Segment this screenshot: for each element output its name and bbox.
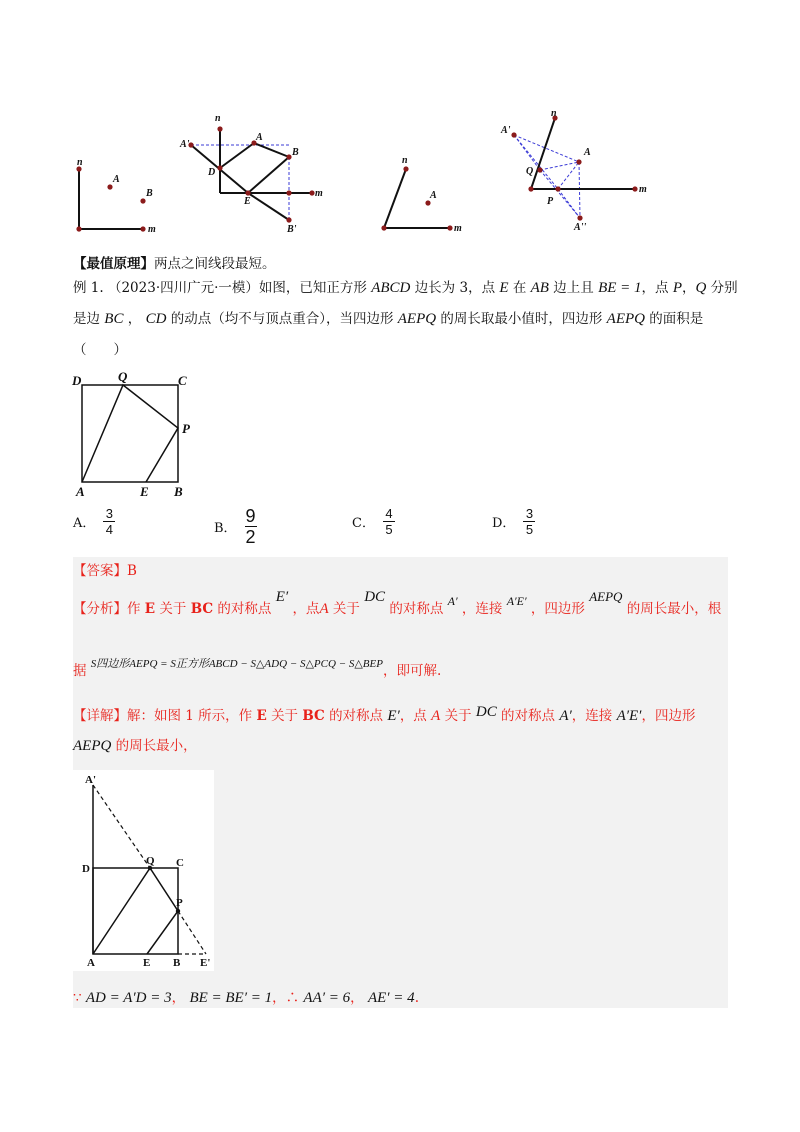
label-b: B bbox=[146, 188, 153, 199]
therefore-symbol: ，∴ bbox=[272, 990, 300, 1006]
denominator: 4 bbox=[105, 522, 113, 537]
option-label: B． bbox=[214, 521, 237, 536]
option-fraction bbox=[523, 506, 535, 537]
point-p: P bbox=[672, 280, 682, 296]
label-n: n bbox=[77, 157, 83, 168]
label-b: B bbox=[292, 147, 299, 158]
example-text: 是边 bbox=[73, 311, 100, 327]
example-text: ， bbox=[681, 280, 696, 296]
answer-blank: （ ） bbox=[73, 342, 127, 358]
separator: ， bbox=[350, 990, 364, 1006]
denominator: 5 bbox=[385, 522, 393, 537]
answer-tag: 【答案】 bbox=[73, 563, 127, 579]
quad-aepq: AEPQ bbox=[73, 738, 112, 754]
point-e-prime: E′ bbox=[275, 589, 289, 605]
label-e: E bbox=[140, 484, 149, 499]
label-q: Q bbox=[526, 166, 534, 177]
segment-bc: BC bbox=[104, 311, 124, 327]
point-e: E bbox=[499, 280, 509, 296]
label-e-prime: E' bbox=[200, 957, 211, 969]
detail-line-1 bbox=[73, 705, 695, 727]
label-b: B bbox=[174, 484, 183, 499]
label-m: m bbox=[315, 188, 323, 199]
label-p: P bbox=[176, 897, 183, 909]
detail-text: 的对称点 bbox=[501, 708, 556, 724]
point-a-prime: A′ bbox=[559, 708, 572, 724]
equation-ae: AE′ = 4 bbox=[367, 990, 415, 1006]
detail-line-2 bbox=[73, 735, 197, 757]
analysis-text: 的周长最小，根 bbox=[626, 601, 722, 617]
point-a: A bbox=[431, 708, 441, 724]
figure-strip bbox=[60, 100, 670, 245]
label-d: D bbox=[82, 863, 90, 875]
numerator: 9 bbox=[245, 506, 256, 526]
analysis-text: 关于 bbox=[332, 601, 360, 617]
denominator: 5 bbox=[525, 522, 534, 537]
square-figure bbox=[68, 370, 198, 500]
option-b[interactable] bbox=[214, 506, 257, 547]
detail-text: 关于 bbox=[271, 708, 299, 724]
example-text: 边上且 bbox=[553, 280, 594, 296]
label-a-prime: A' bbox=[85, 774, 96, 786]
segment-dc: DC bbox=[475, 704, 497, 720]
principle-line bbox=[73, 253, 276, 275]
example-line-2 bbox=[73, 308, 703, 330]
label-b-prime: B' bbox=[287, 224, 297, 235]
label-a-prime: A' bbox=[501, 125, 511, 136]
analysis-text: ，即可解. bbox=[382, 663, 442, 679]
label-e: E bbox=[244, 196, 251, 207]
quad-aepq: AEPQ bbox=[589, 589, 623, 604]
example-text: 的面积是 bbox=[649, 311, 704, 327]
principle-text: 两点之间线段最短。 bbox=[154, 256, 276, 272]
analysis-tag: 【分析】 bbox=[73, 601, 127, 617]
figure-1-reflection bbox=[73, 770, 214, 971]
detail-text: ，连接 bbox=[571, 708, 613, 724]
analysis-text: 作 bbox=[127, 601, 141, 617]
analysis-text: 据 bbox=[73, 663, 87, 679]
example-line-1 bbox=[73, 277, 738, 299]
option-fraction bbox=[245, 506, 257, 547]
segment-cd: CD bbox=[145, 311, 167, 327]
detail-text: 的周长最小， bbox=[115, 738, 197, 754]
quad-aepq: AEPQ bbox=[606, 311, 645, 327]
analysis-line-1 bbox=[73, 589, 722, 620]
point-e-prime: E′ bbox=[387, 708, 400, 724]
figure-3 bbox=[381, 155, 462, 234]
numerator: 3 bbox=[525, 506, 534, 521]
detail-text: ，点 bbox=[399, 708, 427, 724]
answer-line bbox=[73, 560, 137, 582]
point-e: E bbox=[256, 708, 267, 724]
segment-ab: AB bbox=[530, 280, 549, 296]
area-formula: S四边形AEPQ = S正方形ABCD − S△ADQ − S△PCQ − S△BEP bbox=[90, 658, 383, 670]
equation-aa: AA′ = 6 bbox=[303, 990, 351, 1006]
label-e: E bbox=[143, 957, 151, 969]
square-name: ABCD bbox=[371, 280, 411, 296]
label-m: m bbox=[148, 224, 156, 235]
option-fraction bbox=[383, 506, 395, 537]
label-q: Q bbox=[118, 370, 128, 384]
label-m: m bbox=[639, 184, 647, 195]
period: . bbox=[414, 990, 419, 1006]
option-label: A． bbox=[73, 516, 96, 531]
label-d: D bbox=[208, 167, 216, 178]
example-text: 的周长取最小值时，四边形 bbox=[440, 311, 603, 327]
label-m: m bbox=[454, 223, 462, 234]
label-a: A bbox=[76, 484, 85, 499]
detail-text: 解：如图 1 所示，作 bbox=[127, 708, 253, 724]
option-d[interactable] bbox=[492, 506, 535, 537]
equation-be: BE = 1 bbox=[598, 280, 642, 296]
label-a: A bbox=[113, 174, 120, 185]
label-n: n bbox=[215, 113, 221, 124]
label-p: P bbox=[182, 421, 190, 436]
label-a: A bbox=[430, 190, 437, 201]
analysis-text: ，点 bbox=[292, 601, 320, 617]
answer-value: B bbox=[127, 563, 137, 579]
analysis-line-2 bbox=[73, 660, 441, 683]
label-a: A bbox=[256, 132, 263, 143]
label-q: Q bbox=[146, 855, 155, 867]
figure-2 bbox=[179, 113, 323, 235]
figure-1 bbox=[76, 157, 156, 235]
quad-aepq: AEPQ bbox=[397, 311, 437, 327]
segment-bc: BC bbox=[190, 601, 214, 617]
detail-text: 的对称点 bbox=[329, 708, 384, 724]
point-e: E bbox=[144, 601, 156, 617]
label-c: C bbox=[176, 857, 184, 869]
label-a: A bbox=[584, 147, 591, 158]
option-c[interactable] bbox=[352, 506, 395, 537]
label-n: n bbox=[402, 155, 408, 166]
analysis-text: 的对称点 bbox=[389, 601, 444, 617]
analysis-text: ，连接 bbox=[461, 601, 503, 617]
option-fraction bbox=[103, 506, 115, 537]
label-a: A bbox=[87, 957, 95, 969]
label-n: n bbox=[551, 108, 557, 119]
segment-a-prime-e-prime: A′E′ bbox=[506, 594, 527, 608]
segment-a-prime-e-prime: A′E′ bbox=[616, 708, 642, 724]
analysis-text: 的对称点 bbox=[217, 601, 272, 617]
because-symbol: ∵ bbox=[73, 990, 82, 1006]
label-p: P bbox=[547, 196, 554, 207]
point-a-prime: A′ bbox=[447, 594, 458, 608]
option-label: C． bbox=[352, 516, 375, 531]
example-label: 例 1. bbox=[73, 280, 104, 296]
point-q: Q bbox=[695, 280, 707, 296]
example-text: 的动点（均不与顶点重合），当四边形 bbox=[170, 311, 394, 327]
example-text: ，点 bbox=[641, 280, 669, 296]
option-a[interactable] bbox=[73, 506, 115, 537]
detail-text: 关于 bbox=[444, 708, 472, 724]
label-a-double-prime: A'' bbox=[574, 222, 587, 233]
equation-be: BE = BE′ = 1 bbox=[189, 990, 273, 1006]
point-a: A bbox=[319, 601, 329, 617]
label-a-prime: A' bbox=[180, 139, 190, 150]
label-d: D bbox=[72, 373, 82, 388]
detail-text: ，四边形 bbox=[641, 708, 696, 724]
option-label: D． bbox=[492, 516, 516, 531]
equation-ad: AD = A′D = 3 bbox=[85, 990, 172, 1006]
example-text: 在 bbox=[512, 280, 527, 296]
conclusion-line bbox=[73, 987, 419, 1009]
numerator: 3 bbox=[105, 506, 113, 521]
analysis-text: ，四边形 bbox=[530, 601, 585, 617]
label-b: B bbox=[173, 957, 181, 969]
segment-bc: BC bbox=[302, 708, 325, 724]
analysis-text: 关于 bbox=[159, 601, 187, 617]
label-c: C bbox=[178, 373, 187, 388]
denominator: 2 bbox=[245, 527, 256, 547]
separator: ， bbox=[171, 990, 186, 1006]
example-text: 边长为 3，点 bbox=[414, 280, 496, 296]
numerator: 4 bbox=[385, 506, 393, 521]
detail-tag: 【详解】 bbox=[73, 708, 127, 724]
figure-4 bbox=[500, 108, 647, 233]
principle-title: 【最值原理】 bbox=[73, 256, 154, 272]
example-text: ， bbox=[127, 311, 142, 327]
segment-dc: DC bbox=[364, 589, 386, 605]
example-text: 分别 bbox=[710, 280, 738, 296]
example-source: （2023·四川广元·一模）如图，已知正方形 bbox=[107, 280, 367, 296]
